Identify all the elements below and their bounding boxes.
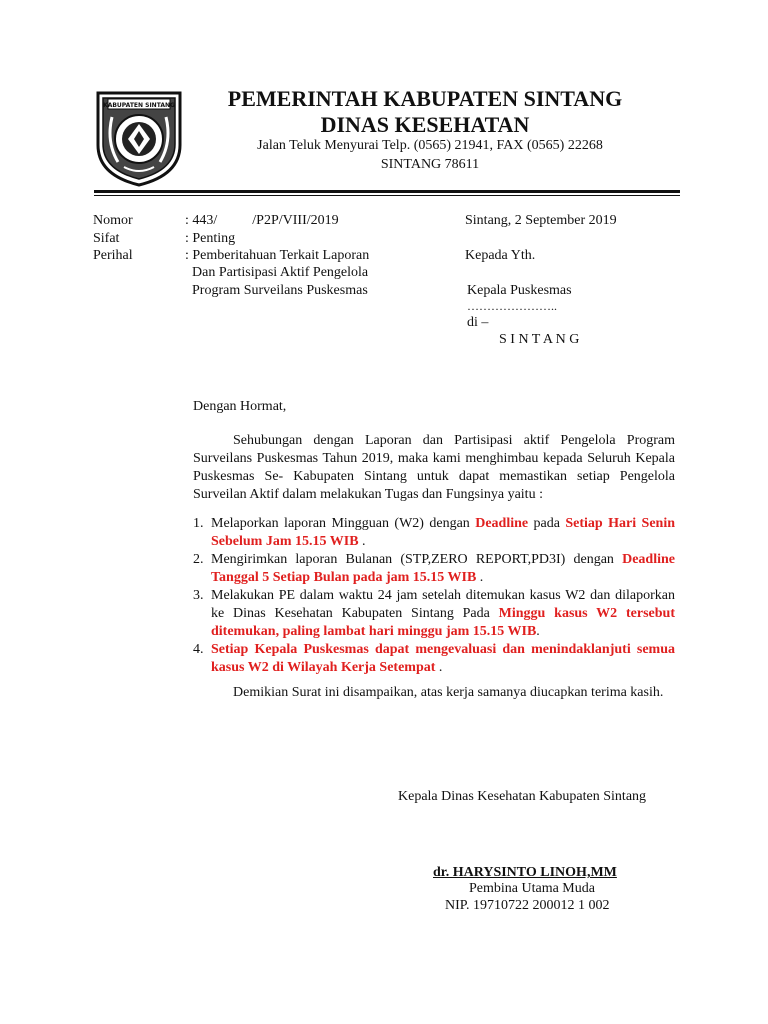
list-highlight: Deadline	[475, 516, 529, 531]
letterhead-divider-thick	[94, 190, 680, 193]
sifat-value: : Penting	[185, 231, 236, 246]
list-highlight: Setiap Hari Senin Sebelum Jam 15.15 WIB	[211, 516, 675, 549]
perihal-line2: Dan Partisipasi Aktif Pengelola	[192, 265, 369, 280]
list-text: .	[476, 570, 484, 585]
list-text: Melakukan PE dalam waktu 24 jam setelah ditemukan kasus W2 dan dilaporkan ke Dinas Kesehatan Kabupaten Sintang Pada	[211, 588, 675, 621]
logo-banner-text: KABUPATEN SINTANG	[103, 102, 175, 109]
intro-paragraph: Sehubungan dengan Laporan dan Partisipasi aktif Pengelola Program Surveilans Puskesmas Tahun 2019, maka kami menghimbau kepada Seluruh Kepala Puskesmas Se- Kabupaten Sintang untuk dapat memastikan setiap Pengelola Surveilan Aktif dalam melakukan Tugas dan Fungsinya yaitu :	[193, 433, 675, 502]
instruction-list	[193, 515, 675, 677]
list-number: 4.	[193, 642, 204, 657]
list-item	[193, 515, 675, 551]
recipient-salutation: Kepada Yth.	[465, 248, 536, 263]
signatory-nip: NIP. 19710722 200012 1 002	[445, 898, 610, 913]
list-item	[193, 587, 675, 641]
signatory-rank: Pembina Utama Muda	[469, 881, 595, 896]
list-highlight: Setiap Kepala Puskesmas dapat mengevaluasi dan menindaklanjuti semua kasus W2 di Wilayah Kerja Setempat	[211, 642, 675, 675]
list-text: pada	[528, 516, 566, 531]
regency-emblem-logo	[94, 87, 184, 187]
signatory-name: dr. HARYSINTO LINOH,MM	[433, 865, 617, 880]
list-text: .	[536, 624, 540, 639]
list-number: 2.	[193, 552, 204, 567]
letterhead-city-postal: SINTANG 78611	[380, 157, 480, 172]
nomor-label: Nomor	[93, 213, 133, 228]
list-text: Mengirimkan laporan Bulanan (STP,ZERO REPORT,PD3I) dengan	[211, 552, 623, 567]
recipient-city: S I N T A N G	[499, 332, 580, 347]
perihal-line1: : Pemberitahuan Terkait Laporan	[185, 248, 370, 263]
list-text: .	[358, 534, 366, 549]
recipient-di: di –	[467, 315, 489, 330]
letterhead-title-line2: DINAS KESEHATAN	[320, 112, 530, 137]
list-highlight: Deadline Tanggal 5 Setiap Bulan pada jam 15.15 WIB	[211, 552, 675, 585]
list-item	[193, 551, 675, 587]
list-highlight: Minggu kasus W2 tersebut ditemukan, paling lambat hari minggu jam 15.15 WIB	[211, 606, 675, 639]
recipient-name: Kepala Puskesmas	[467, 283, 572, 298]
list-text: Melaporkan laporan Mingguan (W2) dengan	[211, 516, 476, 531]
letterhead-title-line1: PEMERINTAH KABUPATEN SINTANG	[227, 86, 623, 111]
recipient-dots: …………………..	[467, 299, 557, 313]
list-item	[193, 641, 675, 677]
list-number: 1.	[193, 516, 204, 531]
letterhead-address: Jalan Teluk Menyurai Telp. (0565) 21941, FAX (0565) 22268	[257, 138, 603, 153]
perihal-label: Perihal	[93, 248, 133, 263]
nomor-value: : 443/ /P2P/VIII/2019	[185, 213, 339, 228]
list-text: .	[435, 660, 443, 675]
signatory-office: Kepala Dinas Kesehatan Kabupaten Sintang	[398, 789, 647, 804]
letter-date: Sintang, 2 September 2019	[465, 213, 617, 228]
letterhead-divider-thin	[94, 195, 680, 196]
perihal-line3: Program Surveilans Puskesmas	[192, 283, 368, 298]
closing-paragraph: Demikian Surat ini disampaikan, atas kerja samanya diucapkan terima kasih.	[233, 685, 664, 700]
sifat-label: Sifat	[93, 231, 120, 246]
greeting: Dengan Hormat,	[193, 399, 287, 414]
list-number: 3.	[193, 588, 204, 603]
